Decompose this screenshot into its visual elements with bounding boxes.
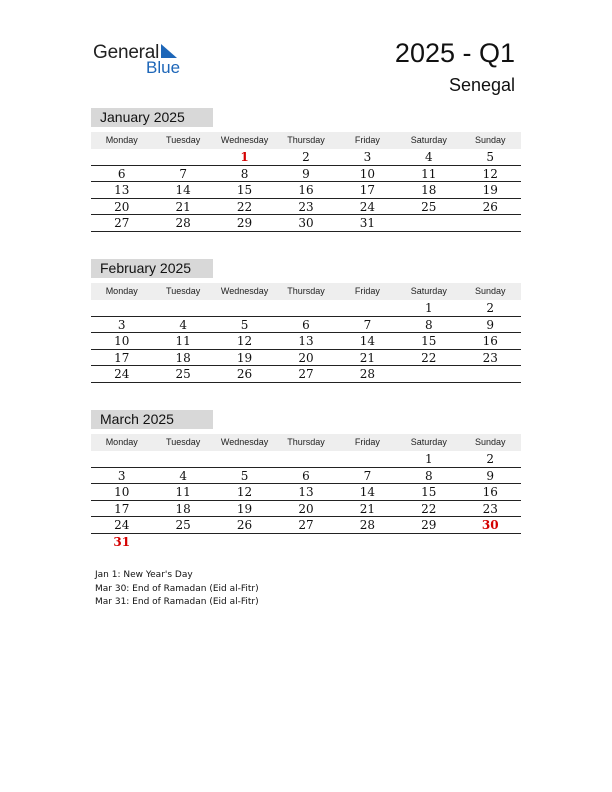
weekday-label: Sunday [474, 437, 506, 447]
day-cell: 10 [114, 334, 130, 348]
week-row [91, 501, 521, 518]
day-cell [337, 300, 398, 316]
weekday-label: Saturday [410, 286, 447, 296]
holiday-note: Jan 1: New Year's Day [95, 570, 193, 580]
day-cell [152, 451, 213, 467]
day-cell: 19 [482, 183, 498, 197]
day-cell [398, 366, 459, 382]
day-cell: 8 [425, 317, 433, 332]
day-cell: 16 [298, 183, 314, 197]
week-row [91, 534, 521, 551]
day-cell: 1 [425, 301, 433, 315]
page-title: 2025 - Q1 [394, 38, 515, 68]
day-cell: 17 [114, 501, 130, 516]
day-cell: 21 [359, 501, 376, 516]
weekday-label: Friday [354, 135, 380, 145]
day-cell: 28 [359, 367, 376, 381]
day-cell: 9 [302, 166, 310, 181]
day-cell: 6 [302, 468, 310, 483]
day-cell: 5 [240, 317, 249, 332]
day-cell: 9 [486, 468, 495, 483]
day-cell: 23 [298, 199, 314, 214]
weekday-label: Sunday [474, 135, 506, 145]
day-cell: 2 [486, 301, 495, 315]
weekday-label: Thursday [287, 135, 325, 145]
day-cell: 19 [236, 350, 253, 365]
day-cell: 4 [179, 468, 187, 483]
week-row [91, 451, 521, 468]
day-cell: 2 [486, 452, 495, 466]
week-row [91, 149, 521, 166]
holiday-note: Mar 31: End of Ramadan (Eid al-Fitr) [95, 597, 259, 607]
day-cell [152, 534, 213, 551]
day-cell: 13 [114, 183, 130, 197]
day-cell: 5 [486, 150, 495, 164]
weekday-label: Monday [105, 437, 138, 447]
day-cell: 15 [421, 334, 437, 348]
day-cell [91, 451, 152, 467]
weekday-label: Tuesday [166, 437, 201, 447]
month-name: March 2025 [91, 410, 213, 429]
day-cell [152, 300, 213, 316]
day-cell: 17 [114, 350, 130, 365]
month-calendar [91, 410, 521, 550]
weekday-label: Thursday [287, 286, 325, 296]
week-row [91, 166, 521, 183]
week-row [91, 366, 521, 383]
week-row [91, 182, 521, 199]
day-cell: 28 [175, 216, 191, 230]
month-name: February 2025 [91, 259, 213, 278]
day-cell: 24 [359, 199, 376, 214]
day-cell: 3 [363, 150, 372, 164]
country-name: Senegal [448, 75, 515, 95]
day-cell: 8 [425, 468, 433, 483]
day-cell: 25 [175, 367, 191, 381]
day-cell: 25 [421, 199, 437, 214]
day-cell: 3 [117, 317, 126, 332]
logo [93, 42, 193, 78]
logo-triangle-icon [161, 44, 177, 58]
weekday-header-row [91, 283, 521, 300]
day-cell: 7 [363, 317, 372, 332]
day-cell: 23 [482, 501, 498, 516]
day-cell [91, 149, 152, 165]
day-cell: 21 [175, 199, 191, 214]
weekday-label: Saturday [410, 437, 447, 447]
day-cell: 10 [114, 485, 130, 499]
day-cell: 13 [298, 334, 314, 348]
day-cell: 20 [298, 501, 314, 516]
month-calendar [91, 108, 521, 232]
week-row [91, 333, 521, 350]
day-cell: 26 [236, 518, 253, 532]
day-cell: 27 [298, 367, 314, 381]
day-cell: 30 [298, 216, 314, 230]
day-cell [275, 451, 336, 467]
day-cell: 28 [359, 518, 376, 532]
day-cell [337, 451, 398, 467]
day-cell: 20 [298, 350, 314, 365]
day-cell: 12 [482, 166, 498, 181]
day-cell: 4 [425, 150, 433, 164]
day-cell: 4 [179, 317, 187, 332]
day-cell: 26 [236, 367, 253, 381]
day-cell [398, 534, 459, 551]
weekday-header-row [91, 132, 521, 149]
day-cell: 27 [298, 518, 314, 532]
day-cell: 16 [482, 485, 498, 499]
logo-general-text: General [93, 42, 160, 63]
day-cell [398, 215, 459, 231]
weekday-label: Sunday [474, 286, 506, 296]
day-cell: 14 [359, 485, 376, 499]
day-cell [460, 215, 521, 231]
day-cell: 18 [175, 501, 191, 516]
weekday-label: Saturday [410, 135, 447, 145]
day-cell [214, 534, 275, 551]
weekday-label: Friday [354, 286, 380, 296]
week-row [91, 517, 521, 534]
holiday-day-cell: 31 [113, 534, 131, 549]
weekday-label: Tuesday [166, 135, 201, 145]
weekday-label: Wednesday [220, 135, 269, 145]
day-cell: 7 [179, 166, 187, 181]
day-cell: 12 [236, 485, 253, 499]
day-cell: 26 [482, 199, 498, 214]
day-cell: 14 [359, 334, 376, 348]
logo-blue-text: Blue [146, 58, 181, 77]
day-cell: 16 [482, 334, 498, 348]
weekday-label: Monday [105, 286, 138, 296]
weekday-label: Friday [354, 437, 380, 447]
day-cell: 29 [236, 216, 253, 230]
day-cell: 22 [421, 350, 437, 365]
day-cell: 7 [363, 468, 372, 483]
week-row [91, 468, 521, 485]
day-cell [460, 366, 521, 382]
day-cell: 12 [236, 334, 253, 348]
day-cell: 2 [302, 150, 310, 164]
day-cell: 11 [175, 485, 191, 499]
day-cell: 20 [114, 199, 130, 214]
day-cell: 18 [175, 350, 191, 365]
weekday-label: Wednesday [220, 286, 269, 296]
day-cell: 23 [482, 350, 498, 365]
day-cell: 24 [114, 367, 130, 381]
day-cell: 11 [421, 166, 437, 181]
day-cell: 3 [117, 468, 126, 483]
week-row [91, 317, 521, 334]
month-calendar [91, 259, 521, 383]
day-cell: 29 [421, 518, 437, 532]
day-cell: 17 [359, 183, 376, 197]
day-cell [214, 451, 275, 467]
day-cell: 22 [236, 199, 253, 214]
day-cell [275, 300, 336, 316]
week-row [91, 300, 521, 317]
day-cell: 21 [359, 350, 376, 365]
week-row [91, 199, 521, 216]
day-cell: 10 [359, 166, 376, 181]
week-row [91, 484, 521, 501]
day-cell: 19 [236, 501, 253, 516]
week-row [91, 350, 521, 367]
day-cell [337, 534, 398, 551]
day-cell [460, 534, 521, 551]
holiday-day-cell: 30 [481, 518, 499, 532]
weekday-header-row [91, 434, 521, 451]
day-cell: 31 [359, 216, 376, 230]
day-cell: 11 [175, 334, 191, 348]
day-cell: 1 [425, 452, 433, 466]
weekday-label: Thursday [287, 437, 325, 447]
day-cell [152, 149, 213, 165]
day-cell: 9 [486, 317, 495, 332]
weekday-label: Wednesday [220, 437, 269, 447]
day-cell: 6 [117, 166, 126, 181]
day-cell: 22 [421, 501, 437, 516]
week-row [91, 215, 521, 232]
day-cell: 13 [298, 485, 314, 499]
holiday-note: Mar 30: End of Ramadan (Eid al-Fitr) [95, 583, 259, 594]
day-cell: 18 [421, 183, 437, 197]
weekday-label: Tuesday [166, 286, 201, 296]
day-cell: 8 [240, 166, 249, 181]
day-cell: 24 [114, 518, 130, 532]
day-cell [91, 300, 152, 316]
month-name: January 2025 [91, 108, 213, 127]
day-cell [214, 300, 275, 316]
day-cell: 5 [240, 468, 249, 483]
day-cell: 15 [236, 183, 253, 197]
day-cell: 27 [114, 216, 130, 230]
holiday-notes [95, 569, 259, 610]
weekday-label: Monday [105, 135, 138, 145]
day-cell: 15 [421, 485, 437, 499]
day-cell: 25 [175, 518, 191, 532]
day-cell: 6 [302, 317, 310, 332]
holiday-day-cell: 1 [240, 150, 249, 164]
day-cell [275, 534, 336, 551]
day-cell: 14 [175, 183, 191, 197]
